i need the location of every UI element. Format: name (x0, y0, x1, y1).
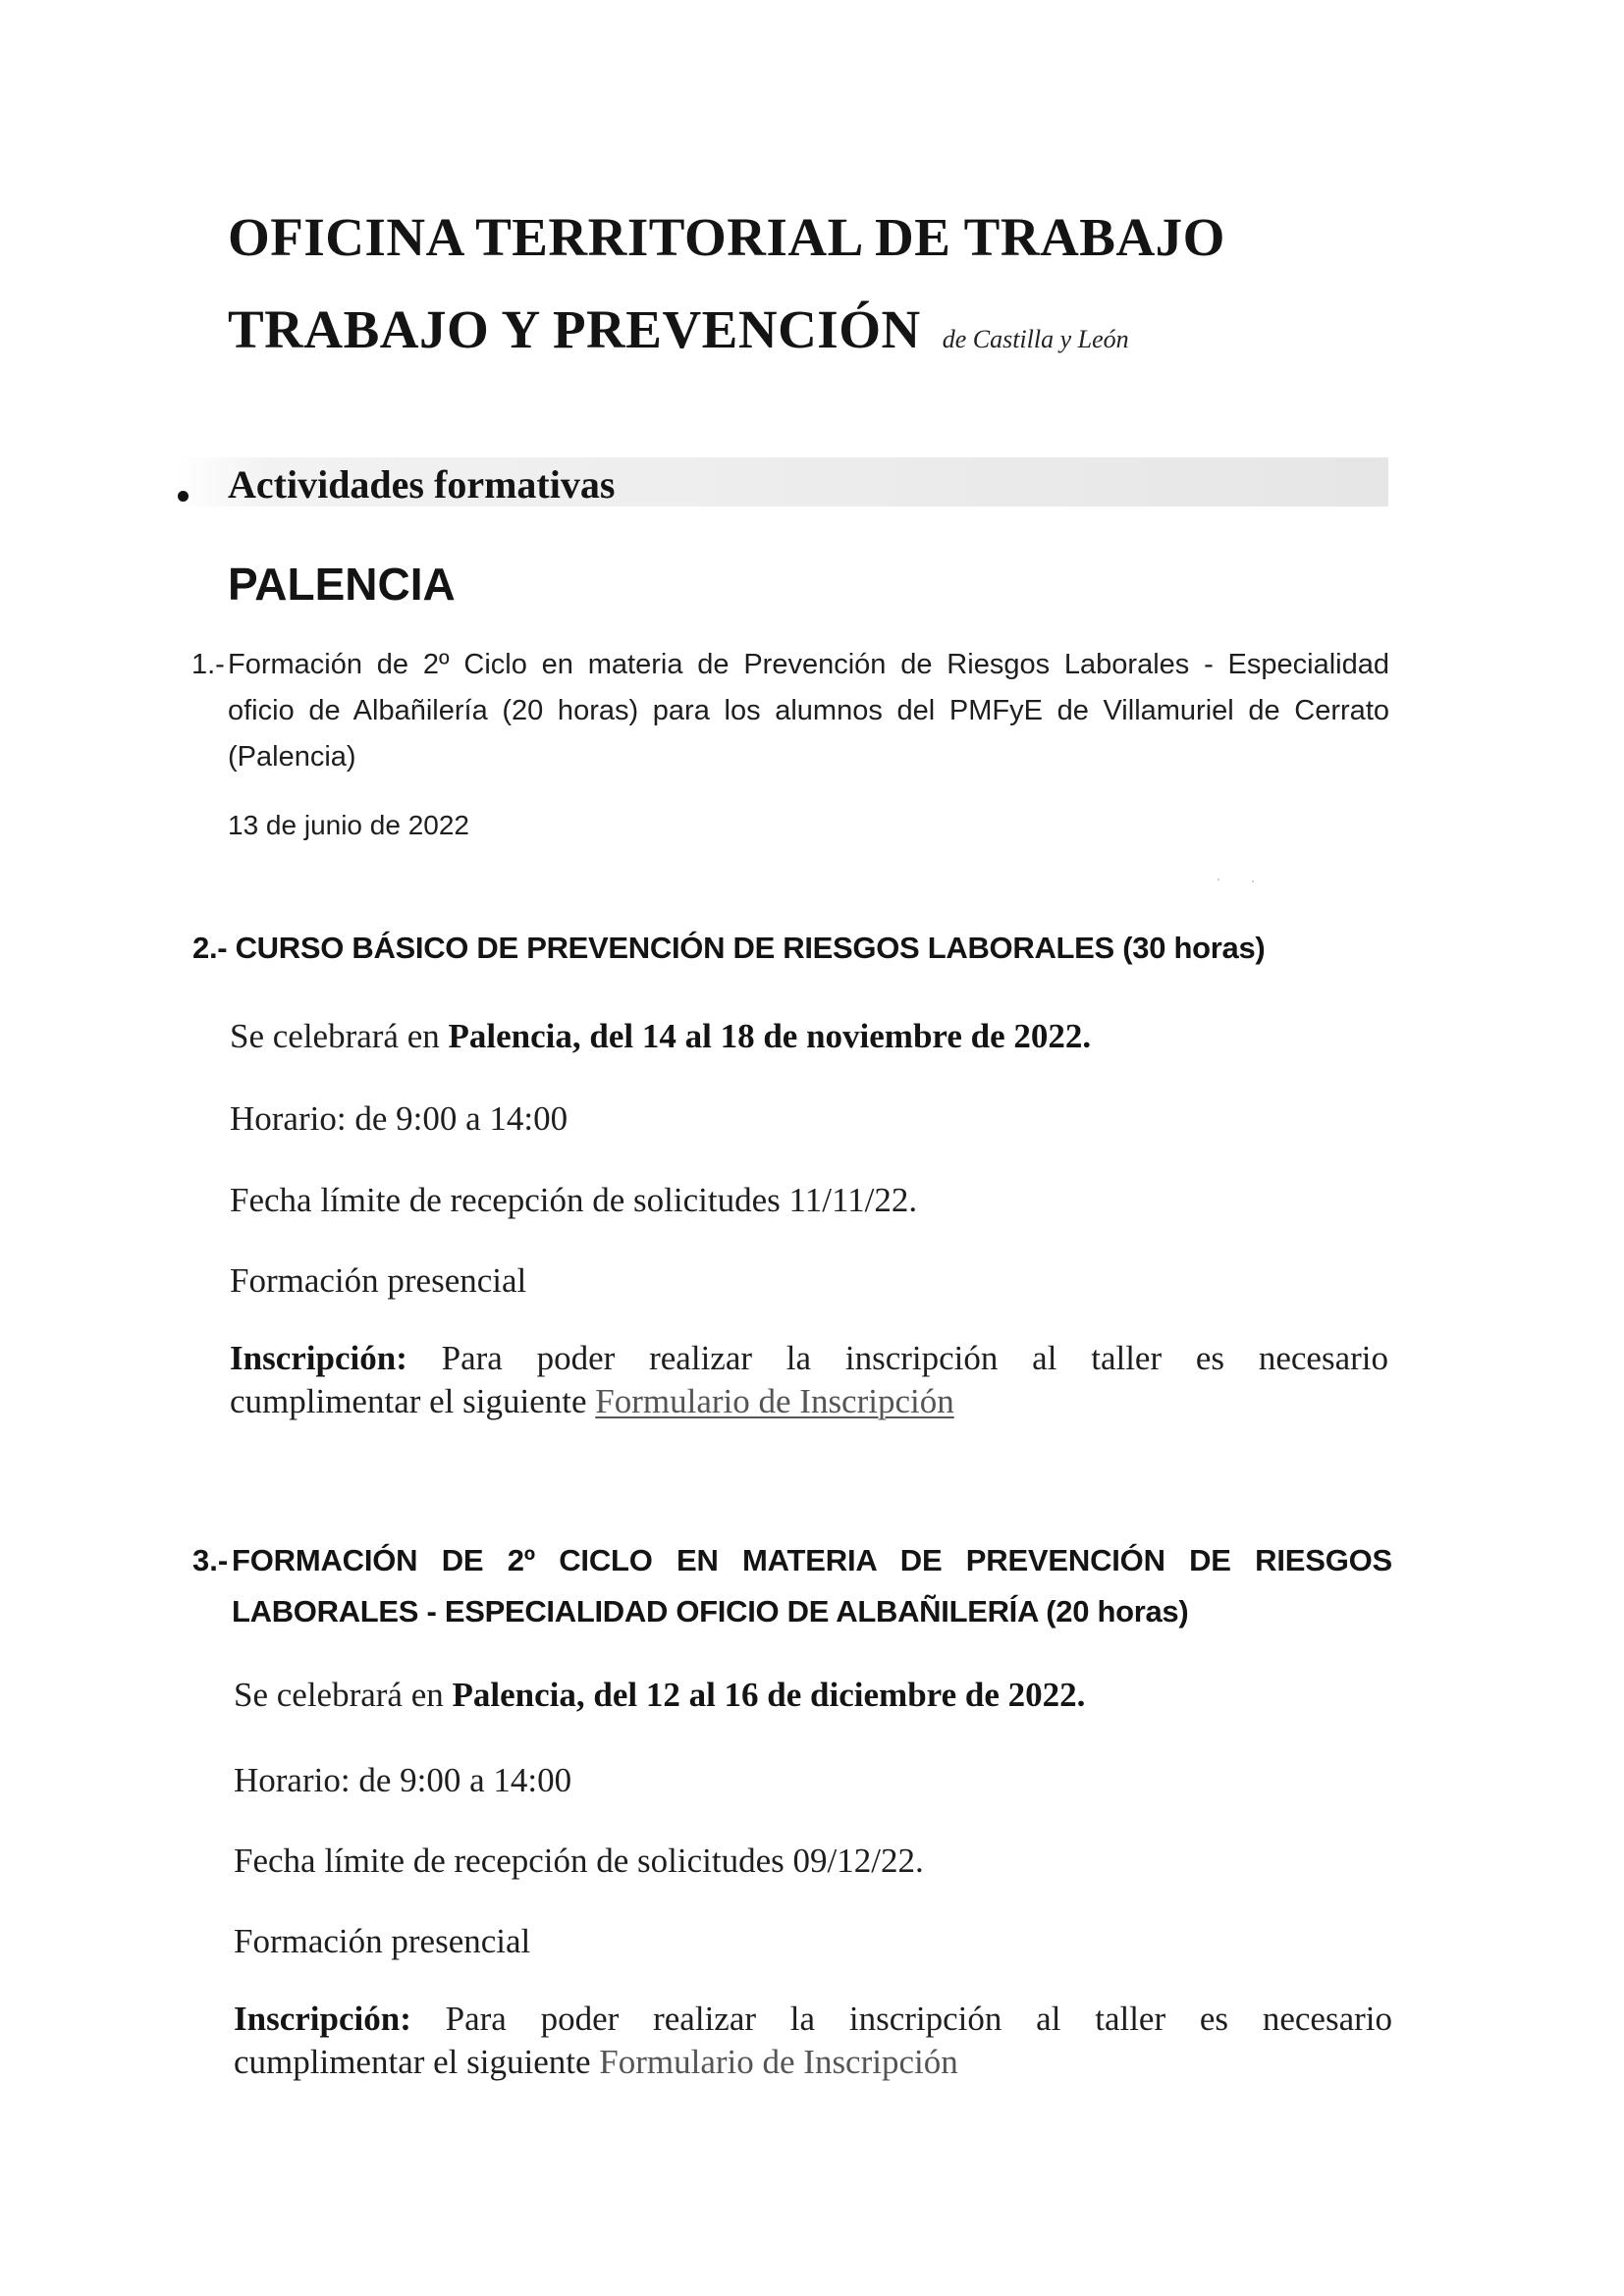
inscription-label: Inscripción: (230, 1339, 407, 1377)
item-text-line: Formación de 2º Ciclo en materia de Prevención de Riesgos Laborales - Especialidad (228, 649, 1389, 680)
course-2-inscription (230, 1337, 1388, 1423)
course-2-deadline: Fecha límite de recepción de solicitudes 11/11/22. (230, 1181, 918, 1219)
course-3-deadline: Fecha límite de recepción de solicitudes 09/12/22. (234, 1842, 924, 1880)
item-text-line: (Palencia) (228, 741, 356, 773)
location-dates: Palencia, del 12 al 16 de diciembre de 2022. (452, 1676, 1086, 1714)
inscription-form-link[interactable]: Formulario de Inscripción (595, 1382, 954, 1420)
location-prefix: Se celebrará en (230, 1017, 449, 1055)
course-2-mode: Formación presencial (230, 1261, 527, 1300)
course-2-location (230, 1017, 1091, 1056)
office-subtitle-region: de Castilla y León (942, 325, 1129, 353)
bullet-icon (178, 491, 189, 502)
inscription-text: cumplimentar el siguiente (234, 2043, 600, 2081)
course-3-inscription (234, 1998, 1392, 2084)
item-text-line: oficio de Albañilería (20 horas) para los alumnos del PMFyE de Villamuriel de Cerrato (228, 695, 1389, 726)
city-heading: PALENCIA (228, 559, 456, 610)
course-number: 3.- (192, 1543, 229, 1577)
inscription-text: Para poder realizar la inscripción al taller es necesario (406, 1339, 1388, 1377)
course-3-location (234, 1676, 1085, 1715)
section-title: Actividades formativas (228, 462, 616, 507)
location-dates: del 14 al 18 de noviembre de 2022. (580, 1017, 1092, 1055)
location-city: Palencia, (448, 1017, 581, 1055)
course-title-line: FORMACIÓN DE 2º CICLO EN MATERIA DE PREVENCIÓN DE RIESGOS (232, 1543, 1392, 1577)
office-subtitle-main: TRABAJO Y PREVENCIÓN (228, 299, 921, 359)
inscription-form-link[interactable]: Formulario de Inscripción (599, 2043, 958, 2081)
location-prefix: Se celebrará en (234, 1676, 453, 1714)
course-2-schedule: Horario: de 9:00 a 14:00 (230, 1099, 568, 1138)
course-title-line: LABORALES - ESPECIALIDAD OFICIO DE ALBAÑILERÍA (20 horas) (232, 1594, 1189, 1629)
inscription-text: Para poder realizar la inscripción al taller es necesario (410, 2000, 1392, 2038)
course-2-title: 2.- CURSO BÁSICO DE PREVENCIÓN DE RIESGOS LABORALES (30 horas) (192, 931, 1266, 965)
office-subtitle (228, 298, 1129, 360)
inscription-text: cumplimentar el siguiente (230, 1382, 596, 1420)
course-3-mode: Formación presencial (234, 1922, 531, 1960)
activity-item-1 (191, 642, 1389, 848)
scan-speck (1252, 881, 1254, 882)
item-number: 1.- (191, 649, 225, 680)
office-title: OFICINA TERRITORIAL DE TRABAJO (228, 207, 1225, 267)
item-date: 13 de junio de 2022 (228, 810, 469, 840)
inscription-label: Inscripción: (234, 2000, 411, 2038)
scan-speck (1218, 879, 1219, 881)
course-3-title (192, 1535, 1392, 1637)
course-3-schedule: Horario: de 9:00 a 14:00 (234, 1761, 572, 1799)
